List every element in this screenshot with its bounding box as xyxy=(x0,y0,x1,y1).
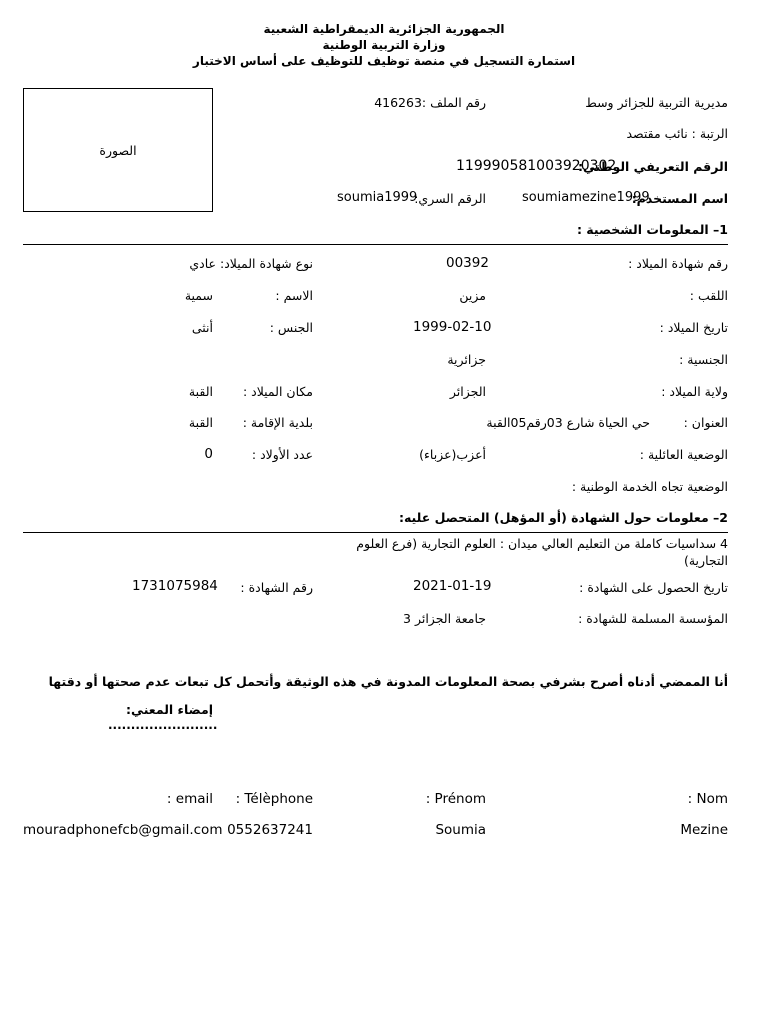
section2-divider xyxy=(23,532,728,533)
birth-cert-type: نوع شهادة الميلاد: عادي xyxy=(189,256,313,271)
institution-value: جامعة الجزائر 3 xyxy=(403,611,486,626)
rank: الرتبة : نائب مقتصد xyxy=(626,126,728,141)
family-status-label: الوضعية العائلية : xyxy=(639,447,728,462)
lastname-value: مزين xyxy=(459,288,486,303)
declaration-text: أنا الممضي أدناه أصرح بشرفي بصحة المعلومات المدونة في هذه الوثيقة وأتحمل كل تبعات عدم صحتها أو دقتها xyxy=(48,674,728,689)
national-id-label: الرقم التعريفي الوطني: xyxy=(577,159,728,174)
signature-line: ........................ xyxy=(108,718,218,732)
section2-title: 2– معلومات حول الشهادة (أو المؤهل) المتحصل عليه: xyxy=(398,510,728,525)
contact-prenom-value: Soumia xyxy=(435,822,486,838)
address-value: حي الحياة شارع 03رقم05القبة xyxy=(486,415,650,430)
contact-prenom-label: : Prénom xyxy=(425,791,486,807)
children-value: 0 xyxy=(204,446,213,462)
password-label: الرقم السري: xyxy=(414,191,486,206)
obtain-date-label: تاريخ الحصول على الشهادة : xyxy=(579,580,728,595)
national-id-value: 119990581003920302 xyxy=(456,158,617,174)
signature-label: إمضاء المعني: xyxy=(126,702,213,717)
nationality-value: جزائرية xyxy=(447,352,486,367)
birthdate-label: تاريخ الميلاد : xyxy=(659,320,728,335)
military-label: الوضعية تجاه الخدمة الوطنية : xyxy=(571,479,728,494)
contact-nom-label: : Nom xyxy=(687,791,728,807)
contact-nom-value: Mezine xyxy=(680,822,728,838)
contact-telephone-label: : Télèphone xyxy=(235,791,313,807)
birth-cert-number-label: رقم شهادة الميلاد : xyxy=(628,256,728,271)
address-label: العنوان : xyxy=(683,415,728,430)
birth-place-value: القبة xyxy=(188,384,213,399)
header-form-title: استمارة التسجيل في منصة توظيف للتوظيف على أساس الاختبار xyxy=(192,54,576,68)
birth-place-label: مكان الميلاد : xyxy=(242,384,313,399)
gender-value: أنثى xyxy=(191,320,213,335)
directorate: مديرية التربية للجزائر وسط xyxy=(585,95,728,110)
birth-wilaya-value: الجزائر xyxy=(449,384,486,399)
photo-label: الصورة xyxy=(99,143,137,158)
photo-box xyxy=(23,88,213,212)
lastname-label: اللقب : xyxy=(689,288,728,303)
firstname-value: سمية xyxy=(184,288,213,303)
residence-value: القبة xyxy=(188,415,213,430)
cert-number-value: 1731075984 xyxy=(132,578,218,594)
family-status-value: أعزب(عزباء) xyxy=(419,447,486,462)
institution-label: المؤسسة المسلمة للشهادة : xyxy=(578,611,728,626)
gender-label: الجنس : xyxy=(269,320,313,335)
firstname-label: الاسم : xyxy=(275,288,313,303)
cert-number-label: رقم الشهادة : xyxy=(240,580,313,595)
file-number: رقم الملف :416263 xyxy=(374,95,486,110)
section1-divider xyxy=(23,244,728,245)
obtain-date-value: 2021-01-19 xyxy=(413,578,492,594)
contact-telephone-value: 0552637241 xyxy=(227,822,313,838)
birth-cert-number-value: 00392 xyxy=(446,255,489,271)
password-value: soumia1999 xyxy=(337,190,418,205)
nationality-label: الجنسية : xyxy=(679,352,728,367)
username-value: soumiamezine1999 xyxy=(522,190,650,205)
degree-description: 4 سداسيات كاملة من التعليم العالي ميدان : العلوم التجارية (فرع العلوم التجارية) xyxy=(356,536,728,568)
section1-title: 1– المعلومات الشخصية : xyxy=(576,222,728,237)
birth-wilaya-label: ولاية الميلاد : xyxy=(661,384,728,399)
contact-email-value: mouradphonefcb@gmail.com xyxy=(23,822,223,838)
children-label: عدد الأولاد : xyxy=(251,447,313,462)
username-label: اسم المستخدم: xyxy=(631,191,728,206)
header-ministry: وزارة التربية الوطنية xyxy=(322,38,446,52)
birthdate-value: 1999-02-10 xyxy=(413,319,492,335)
residence-label: بلدية الإقامة : xyxy=(242,415,313,430)
header-republic: الجمهورية الجزائرية الديمقراطية الشعبية xyxy=(263,22,505,36)
contact-email-label: : email xyxy=(166,791,213,807)
